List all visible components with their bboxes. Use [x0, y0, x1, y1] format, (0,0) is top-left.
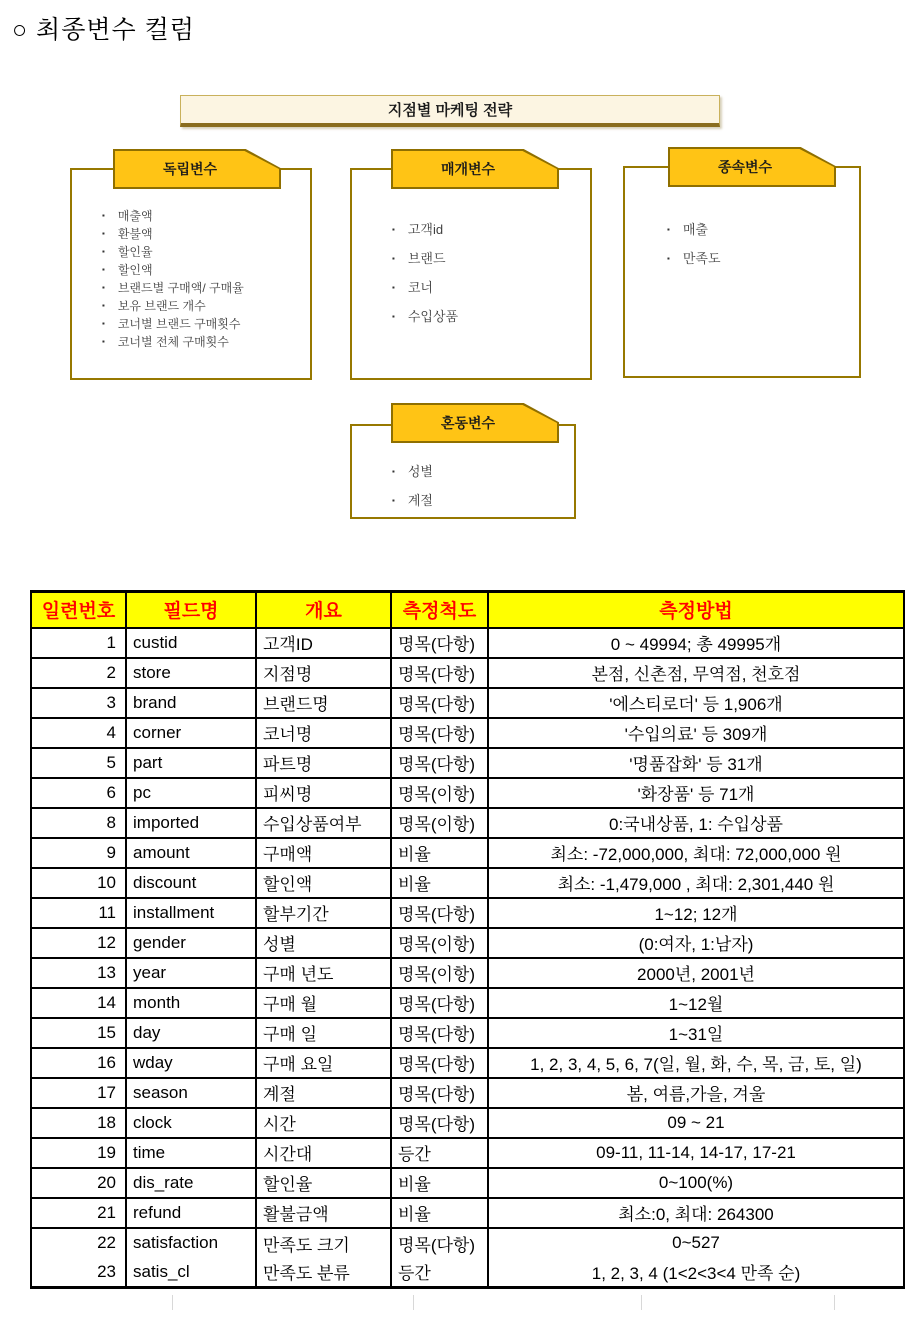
cell-scale: 명목(다항)	[391, 718, 488, 748]
cell-field-name: dis_rate	[126, 1168, 256, 1198]
cell-scale: 명목(다항)	[391, 1048, 488, 1078]
cell-overview: 구매액	[256, 838, 391, 868]
bullet-icon: ▪	[392, 225, 395, 234]
cell-serial-no: 18	[31, 1108, 126, 1138]
cell-serial-no: 23	[31, 1258, 126, 1288]
header-overview: 개요	[256, 592, 391, 628]
cell-scale: 명목(다항)	[391, 988, 488, 1018]
table-body	[31, 628, 904, 1288]
cell-scale: 명목(다항)	[391, 688, 488, 718]
cell-overview: 수입상품여부	[256, 808, 391, 838]
gridline-stub	[172, 1295, 173, 1310]
table-row	[31, 1198, 904, 1228]
tab-independent-variables	[113, 149, 281, 189]
tab-confounding-variables	[391, 403, 559, 443]
cell-scale: 명목(이항)	[391, 958, 488, 988]
bullet-icon: ▪	[392, 283, 395, 292]
variables-table	[30, 590, 905, 1289]
bullet-text: 코너별 브랜드 구매횟수	[117, 317, 241, 331]
cell-overview: 코너명	[256, 718, 391, 748]
cell-method: '수입의료' 등 309개	[488, 718, 904, 748]
bullet-item	[392, 245, 584, 274]
cell-serial-no: 19	[31, 1138, 126, 1168]
cell-overview: 구매 년도	[256, 958, 391, 988]
tab-mediating-label: 매개변수	[440, 161, 496, 177]
cell-field-name: pc	[126, 778, 256, 808]
cell-field-name: amount	[126, 838, 256, 868]
bullet-icon: ▪	[102, 247, 105, 256]
page-title: ○ 최종변수 컬럼	[12, 16, 195, 44]
independent-variables-list	[72, 170, 310, 352]
table-row	[31, 928, 904, 958]
cell-overview: 구매 일	[256, 1018, 391, 1048]
gridline-stub	[641, 1295, 642, 1310]
cell-method: 0~527	[488, 1228, 904, 1258]
cell-field-name: wday	[126, 1048, 256, 1078]
bullet-icon: ▪	[102, 337, 105, 346]
cell-overview: 구매 월	[256, 988, 391, 1018]
cell-method: 본점, 신촌점, 무역점, 천호점	[488, 658, 904, 688]
cell-serial-no: 14	[31, 988, 126, 1018]
cell-serial-no: 9	[31, 838, 126, 868]
cell-overview: 만족도 분류	[256, 1258, 391, 1288]
cell-serial-no: 3	[31, 688, 126, 718]
bullet-text: 매출	[682, 222, 708, 237]
cell-overview: 파트명	[256, 748, 391, 778]
cell-overview: 성별	[256, 928, 391, 958]
bullet-text: 보유 브랜드 개수	[117, 299, 206, 313]
cell-serial-no: 15	[31, 1018, 126, 1048]
table-row	[31, 1138, 904, 1168]
cell-scale: 명목(이항)	[391, 778, 488, 808]
cell-scale: 비율	[391, 868, 488, 898]
tab-dependent-label: 종속변수	[717, 159, 773, 175]
table-row	[31, 838, 904, 868]
cell-scale: 비율	[391, 838, 488, 868]
header-serial-no: 일련번호	[31, 592, 126, 628]
cell-scale: 명목(다항)	[391, 1108, 488, 1138]
bullet-icon: ▪	[102, 265, 105, 274]
cell-method: 최소: -1,479,000 , 최대: 2,301,440 원	[488, 868, 904, 898]
cell-field-name: month	[126, 988, 256, 1018]
cell-method: '화장품' 등 71개	[488, 778, 904, 808]
cell-field-name: day	[126, 1018, 256, 1048]
strategy-banner-label: 지점별 마케팅 전략	[387, 102, 513, 119]
cell-field-name: satisfaction	[126, 1228, 256, 1258]
cell-serial-no: 20	[31, 1168, 126, 1198]
cell-serial-no: 10	[31, 868, 126, 898]
box-mediating-variables	[350, 168, 592, 380]
cell-scale: 등간	[391, 1258, 488, 1288]
bullet-icon: ▪	[102, 211, 105, 220]
table-row	[31, 1048, 904, 1078]
cell-method: 1, 2, 3, 4, 5, 6, 7(일, 월, 화, 수, 목, 금, 토, 일)	[488, 1048, 904, 1078]
cell-overview: 활불금액	[256, 1198, 391, 1228]
bullet-item	[392, 303, 584, 332]
cell-method: 0~100(%)	[488, 1168, 904, 1198]
strategy-banner	[180, 95, 720, 127]
cell-method: 0 ~ 49994; 총 49995개	[488, 628, 904, 658]
cell-field-name: discount	[126, 868, 256, 898]
cell-overview: 시간대	[256, 1138, 391, 1168]
cell-method: 09 ~ 21	[488, 1108, 904, 1138]
box-independent-variables	[70, 168, 312, 380]
cell-serial-no: 21	[31, 1198, 126, 1228]
cell-field-name: time	[126, 1138, 256, 1168]
cell-scale: 명목(다항)	[391, 1078, 488, 1108]
table-header-row	[31, 592, 904, 628]
cell-method: 1~12; 12개	[488, 898, 904, 928]
bullet-item	[392, 487, 568, 516]
table-row	[31, 1258, 904, 1288]
cell-overview: 고객ID	[256, 628, 391, 658]
bullet-item	[392, 216, 584, 245]
cell-scale: 비율	[391, 1168, 488, 1198]
gridline-stub	[834, 1295, 835, 1310]
cell-method: 봄, 여름,가을, 겨울	[488, 1078, 904, 1108]
cell-method: 09-11, 11-14, 14-17, 17-21	[488, 1138, 904, 1168]
cell-serial-no: 17	[31, 1078, 126, 1108]
cell-method: (0:여자, 1:남자)	[488, 928, 904, 958]
bullet-text: 만족도	[682, 251, 721, 266]
bullet-text: 코너별 전체 구매횟수	[117, 335, 229, 349]
cell-method: 최소:0, 최대: 264300	[488, 1198, 904, 1228]
bullet-item	[667, 216, 853, 245]
table-row	[31, 718, 904, 748]
cell-overview: 계절	[256, 1078, 391, 1108]
cell-serial-no: 12	[31, 928, 126, 958]
cell-serial-no: 5	[31, 748, 126, 778]
gridline-stub	[413, 1295, 414, 1310]
table-row	[31, 1078, 904, 1108]
bullet-icon: ▪	[102, 283, 105, 292]
table-row	[31, 658, 904, 688]
bullet-item	[102, 208, 304, 226]
header-scale: 측정척도	[391, 592, 488, 628]
cell-overview: 피씨명	[256, 778, 391, 808]
bullet-item	[102, 244, 304, 262]
cell-overview: 시간	[256, 1108, 391, 1138]
tab-confounding-label: 혼동변수	[440, 415, 496, 431]
header-method: 측정방법	[488, 592, 904, 628]
cell-method: 1~12월	[488, 988, 904, 1018]
bullet-text: 계절	[407, 493, 433, 508]
bullet-item	[667, 245, 853, 274]
cell-scale: 명목(이항)	[391, 808, 488, 838]
table-row	[31, 868, 904, 898]
cell-serial-no: 16	[31, 1048, 126, 1078]
bullet-icon: ▪	[102, 301, 105, 310]
cell-method: 1~31일	[488, 1018, 904, 1048]
cell-serial-no: 11	[31, 898, 126, 928]
bullet-item	[102, 226, 304, 244]
cell-serial-no: 1	[31, 628, 126, 658]
table-row	[31, 748, 904, 778]
bullet-icon: ▪	[667, 225, 670, 234]
cell-field-name: clock	[126, 1108, 256, 1138]
cell-overview: 구매 요일	[256, 1048, 391, 1078]
bullet-item	[102, 316, 304, 334]
cell-serial-no: 22	[31, 1228, 126, 1258]
cell-method: '에스티로더' 등 1,906개	[488, 688, 904, 718]
cell-method: 0:국내상품, 1: 수입상품	[488, 808, 904, 838]
bullet-text: 코너	[407, 280, 433, 295]
bullet-text: 환불액	[117, 227, 153, 241]
bullet-item	[392, 458, 568, 487]
bullet-text: 브랜드	[407, 251, 446, 266]
tab-independent-label: 독립변수	[162, 161, 218, 177]
bullet-text: 고객id	[407, 222, 444, 237]
cell-overview: 할인율	[256, 1168, 391, 1198]
cell-scale: 명목(다항)	[391, 898, 488, 928]
bullet-icon: ▪	[392, 467, 395, 476]
mediating-variables-list	[352, 170, 590, 332]
cell-field-name: refund	[126, 1198, 256, 1228]
bullet-item	[102, 334, 304, 352]
cell-field-name: season	[126, 1078, 256, 1108]
table-row	[31, 1228, 904, 1258]
bullet-item	[392, 274, 584, 303]
box-dependent-variables	[623, 166, 861, 378]
cell-scale: 비율	[391, 1198, 488, 1228]
bullet-item	[102, 280, 304, 298]
cell-field-name: gender	[126, 928, 256, 958]
cell-method: 2000년, 2001년	[488, 958, 904, 988]
bullet-icon: ▪	[102, 229, 105, 238]
cell-overview: 브랜드명	[256, 688, 391, 718]
cell-scale: 등간	[391, 1138, 488, 1168]
bullet-text: 수입상품	[407, 309, 459, 324]
table-row	[31, 688, 904, 718]
cell-overview: 지점명	[256, 658, 391, 688]
table-row	[31, 1168, 904, 1198]
cell-scale: 명목(이항)	[391, 928, 488, 958]
table-row	[31, 628, 904, 658]
cell-scale: 명목(다항)	[391, 628, 488, 658]
table-row	[31, 778, 904, 808]
table-row	[31, 958, 904, 988]
bullet-text: 매출액	[117, 209, 153, 223]
tab-mediating-variables	[391, 149, 559, 189]
bullet-icon: ▪	[392, 312, 395, 321]
cell-field-name: satis_cl	[126, 1258, 256, 1288]
table-row	[31, 1108, 904, 1138]
bullet-text: 할인율	[117, 245, 153, 259]
bullet-icon: ▪	[667, 254, 670, 263]
bullet-item	[102, 262, 304, 280]
bullet-text: 성별	[407, 464, 433, 479]
cell-method: 1, 2, 3, 4 (1<2<3<4 만족 순)	[488, 1258, 904, 1288]
header-field-name: 필드명	[126, 592, 256, 628]
cell-field-name: installment	[126, 898, 256, 928]
cell-field-name: year	[126, 958, 256, 988]
cell-scale: 명목(다항)	[391, 748, 488, 778]
cell-field-name: brand	[126, 688, 256, 718]
bullet-text: 할인액	[117, 263, 153, 277]
bullet-icon: ▪	[102, 319, 105, 328]
cell-field-name: store	[126, 658, 256, 688]
table-row	[31, 898, 904, 928]
cell-serial-no: 6	[31, 778, 126, 808]
cell-scale: 명목(다항)	[391, 1018, 488, 1048]
cell-field-name: custid	[126, 628, 256, 658]
cell-overview: 할인액	[256, 868, 391, 898]
table-row	[31, 808, 904, 838]
cell-overview: 할부기간	[256, 898, 391, 928]
bullet-text: 브랜드별 구매액/ 구매율	[117, 281, 244, 295]
cell-field-name: imported	[126, 808, 256, 838]
cell-overview: 만족도 크기	[256, 1228, 391, 1258]
cell-serial-no: 8	[31, 808, 126, 838]
cell-field-name: part	[126, 748, 256, 778]
tab-dependent-variables	[668, 147, 836, 187]
bullet-item	[102, 298, 304, 316]
cell-serial-no: 13	[31, 958, 126, 988]
bullet-icon: ▪	[392, 254, 395, 263]
cell-scale: 명목(다항)	[391, 658, 488, 688]
bullet-icon: ▪	[392, 496, 395, 505]
cell-field-name: corner	[126, 718, 256, 748]
cell-method: 최소: -72,000,000, 최대: 72,000,000 원	[488, 838, 904, 868]
table-row	[31, 988, 904, 1018]
cell-scale: 명목(다항)	[391, 1228, 488, 1258]
cell-method: '명품잡화' 등 31개	[488, 748, 904, 778]
cell-serial-no: 2	[31, 658, 126, 688]
cell-serial-no: 4	[31, 718, 126, 748]
table-row	[31, 1018, 904, 1048]
